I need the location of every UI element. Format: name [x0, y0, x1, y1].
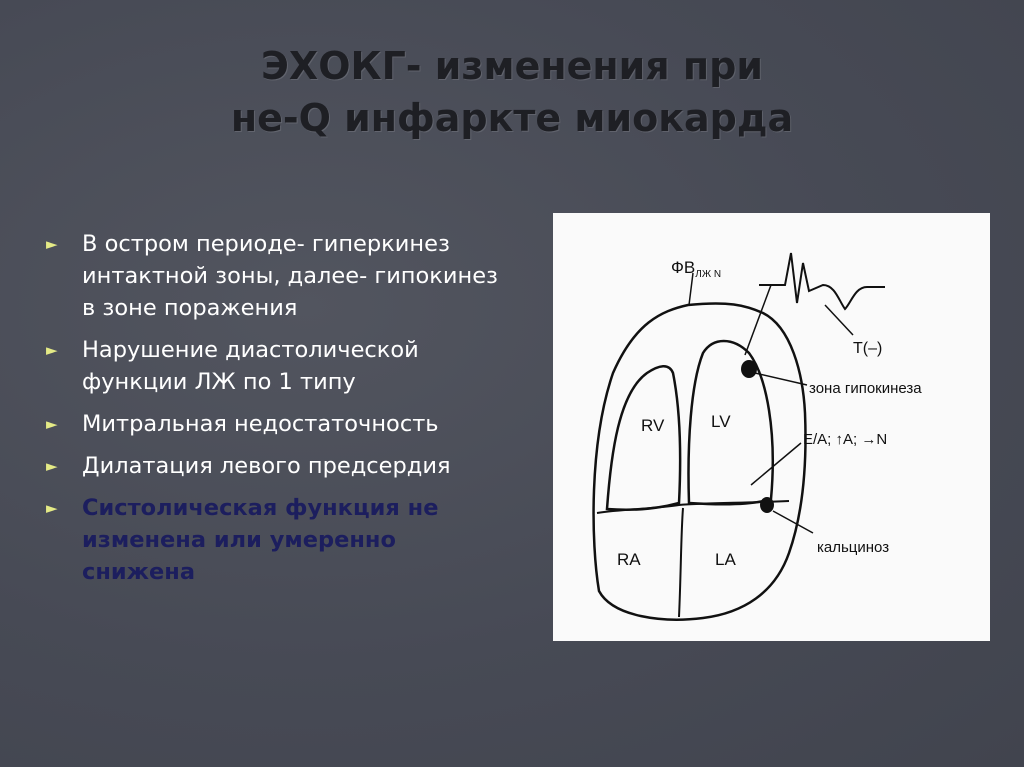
leader-fv [689, 273, 693, 305]
bullet-item [44, 228, 514, 324]
bullet-arrow-icon: ► [46, 235, 58, 253]
bullet-item [44, 450, 514, 482]
bullet-text: Систолическая функция не изменена или умеренно снижена [82, 495, 439, 585]
atrial-septum [679, 508, 683, 617]
leader-t [825, 305, 853, 335]
bullet-text: Митральная недостаточность [82, 411, 439, 437]
bullet-text: Дилатация левого предсердия [82, 453, 451, 479]
bullet-item [44, 334, 514, 398]
calcinosis-marker [760, 497, 774, 513]
title-line-1: ЭХОКГ- изменения при [261, 44, 763, 88]
leader-calcinosis [773, 511, 813, 533]
leader-ea [751, 443, 801, 485]
label-ra: RA [617, 550, 641, 569]
hypokinesis-marker [741, 360, 757, 378]
label-hypokinesis-zone: зона гипокинеза [809, 380, 922, 397]
label-la: LA [715, 550, 736, 569]
label-lv: LV [711, 412, 731, 431]
label-calcinosis: кальциноз [817, 539, 890, 556]
bullet-arrow-icon: ► [46, 415, 58, 433]
bullet-item [44, 408, 514, 440]
echocardiogram-diagram [553, 213, 990, 641]
lv-chamber [689, 341, 773, 504]
title-line-2: не-Q инфаркте миокарда [230, 96, 794, 140]
label-ea-ratio: E/A; ↑A; →N [803, 431, 888, 448]
bullet-item-highlighted [44, 492, 514, 588]
bullet-text: Нарушение диастолической функции ЛЖ по 1 типу [82, 337, 419, 395]
label-rv: RV [641, 416, 665, 435]
bullet-arrow-icon: ► [46, 499, 58, 517]
leader-ecg [745, 285, 771, 355]
heart-diagram-svg [553, 213, 990, 641]
slide-title [0, 40, 1024, 144]
bullet-arrow-icon: ► [46, 457, 58, 475]
bullet-list [44, 228, 514, 598]
bullet-text: В остром периоде- гиперкинез интактной зоны, далее- гипокинез в зоне поражения [82, 231, 499, 321]
bullet-arrow-icon: ► [46, 341, 58, 359]
label-fv: $ФВ_{ЛЖ N}$ [671, 258, 722, 280]
label-t-negative: T(–) [853, 340, 883, 357]
ecg-trace [759, 253, 885, 309]
rv-chamber [607, 366, 680, 510]
